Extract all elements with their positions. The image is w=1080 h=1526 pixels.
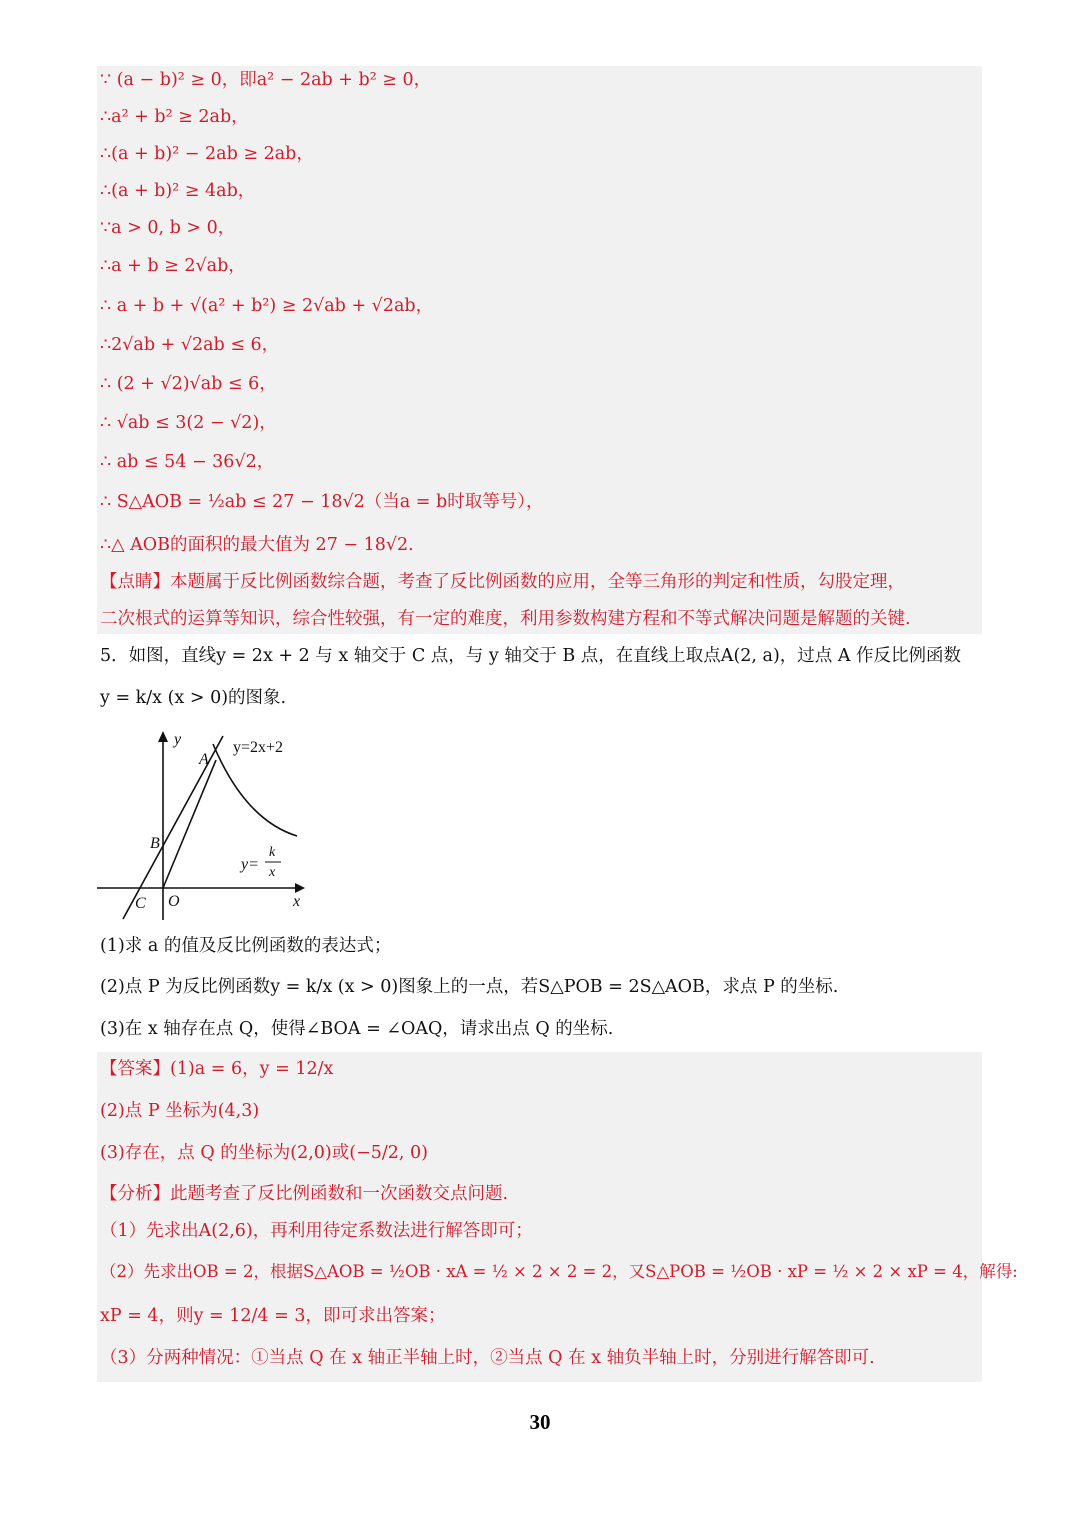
hyperbola-y-k-over-x	[213, 744, 297, 836]
solution-line-1: ∵ (a − b)² ≥ 0，即a² − 2ab + b² ≥ 0，	[100, 70, 432, 90]
page-number: 30	[529, 1410, 551, 1434]
label-curve-k: k	[269, 845, 276, 860]
function-graph-figure	[95, 728, 310, 923]
solution-line-5: ∵a > 0, b > 0，	[100, 218, 236, 238]
label-point-B: B	[150, 835, 160, 852]
solution-line-10: ∴ √ab ≤ 3(2 − √2)，	[100, 413, 277, 433]
solution-line-2: ∴a² + b² ≥ 2ab，	[100, 107, 249, 127]
solution-line-13: ∴△ AOB的面积的最大值为 27 − 18√2.	[100, 535, 414, 555]
question-3: (3)在 x 轴存在点 Q，使得∠BOA = ∠OAQ，请求出点 Q 的坐标.	[100, 1019, 614, 1039]
analysis-step-2b: xP = 4，则y = 12/4 = 3，即可求出答案；	[100, 1306, 446, 1326]
label-point-O: O	[168, 893, 180, 910]
segment-OA	[163, 760, 216, 888]
solution-line-12: ∴ S△AOB = ½ab ≤ 27 − 18√2（当a = b时取等号），	[100, 492, 544, 512]
question-1: (1)求 a 的值及反比例函数的表达式；	[100, 936, 392, 956]
label-line-equation: y=2x+2	[233, 739, 284, 756]
label-x-axis: x	[293, 893, 301, 910]
analysis-step-3: （3）分两种情况：①当点 Q 在 x 轴正半轴上时，②当点 Q 在 x 轴负半轴上时，分别进行解答即可.	[100, 1348, 875, 1368]
comment-line-1: 【点睛】本题属于反比例函数综合题，考查了反比例函数的应用，全等三角形的判定和性质，勾股定理，	[100, 572, 905, 592]
solution-line-8: ∴2√ab + √2ab ≤ 6，	[100, 335, 280, 355]
y-axis-arrow-icon	[158, 731, 168, 742]
x-axis-arrow-icon	[295, 883, 305, 893]
label-curve-x: x	[269, 865, 276, 880]
label-curve-y: y=	[241, 856, 259, 873]
solution-line-4: ∴(a + b)² ≥ 4ab，	[100, 181, 256, 201]
solution-line-11: ∴ ab ≤ 54 − 36√2，	[100, 452, 275, 472]
problem5-line-2: y = k/x (x > 0)的图象.	[100, 688, 287, 708]
answer-line-1: 【答案】(1)a = 6，y = 12/x	[100, 1059, 334, 1079]
label-point-C: C	[135, 895, 146, 912]
label-y-axis: y	[174, 731, 182, 748]
solution-line-7: ∴ a + b + √(a² + b²) ≥ 2√ab + √2ab，	[100, 296, 434, 316]
problem5-line-1: 5．如图，直线y = 2x + 2 与 x 轴交于 C 点，与 y 轴交于 B 点，在直线上取点A(2, a)，过点 A 作反比例函数	[100, 646, 962, 666]
solution-line-9: ∴ (2 + √2)√ab ≤ 6，	[100, 374, 277, 394]
answer-line-2: (2)点 P 坐标为(4,3)	[100, 1101, 260, 1121]
label-point-A: A	[199, 751, 209, 768]
answer-line-3: (3)存在，点 Q 的坐标为(2,0)或(−5/2, 0)	[100, 1143, 428, 1163]
analysis-step-1: （1）先求出A(2,6)，再利用待定系数法进行解答即可；	[100, 1221, 533, 1241]
analysis-heading: 【分析】此题考查了反比例函数和一次函数交点问题.	[100, 1184, 509, 1204]
comment-line-2: 二次根式的运算等知识，综合性较强，有一定的难度，利用参数构建方程和不等式解决问题是解题的关键.	[100, 609, 911, 629]
question-2: (2)点 P 为反比例函数y = k/x (x > 0)图象上的一点，若S△POB = 2S△AOB，求点 P 的坐标.	[100, 977, 839, 997]
analysis-step-2: （2）先求出OB = 2，根据S△AOB = ½OB · xA = ½ × 2 × 2 = 2，又S△POB = ½OB · xP = ½ × 2 × xP = 4，解得:	[100, 1262, 1018, 1281]
solution-line-6: ∴a + b ≥ 2√ab，	[100, 256, 246, 276]
solution-line-3: ∴(a + b)² − 2ab ≥ 2ab，	[100, 144, 314, 164]
